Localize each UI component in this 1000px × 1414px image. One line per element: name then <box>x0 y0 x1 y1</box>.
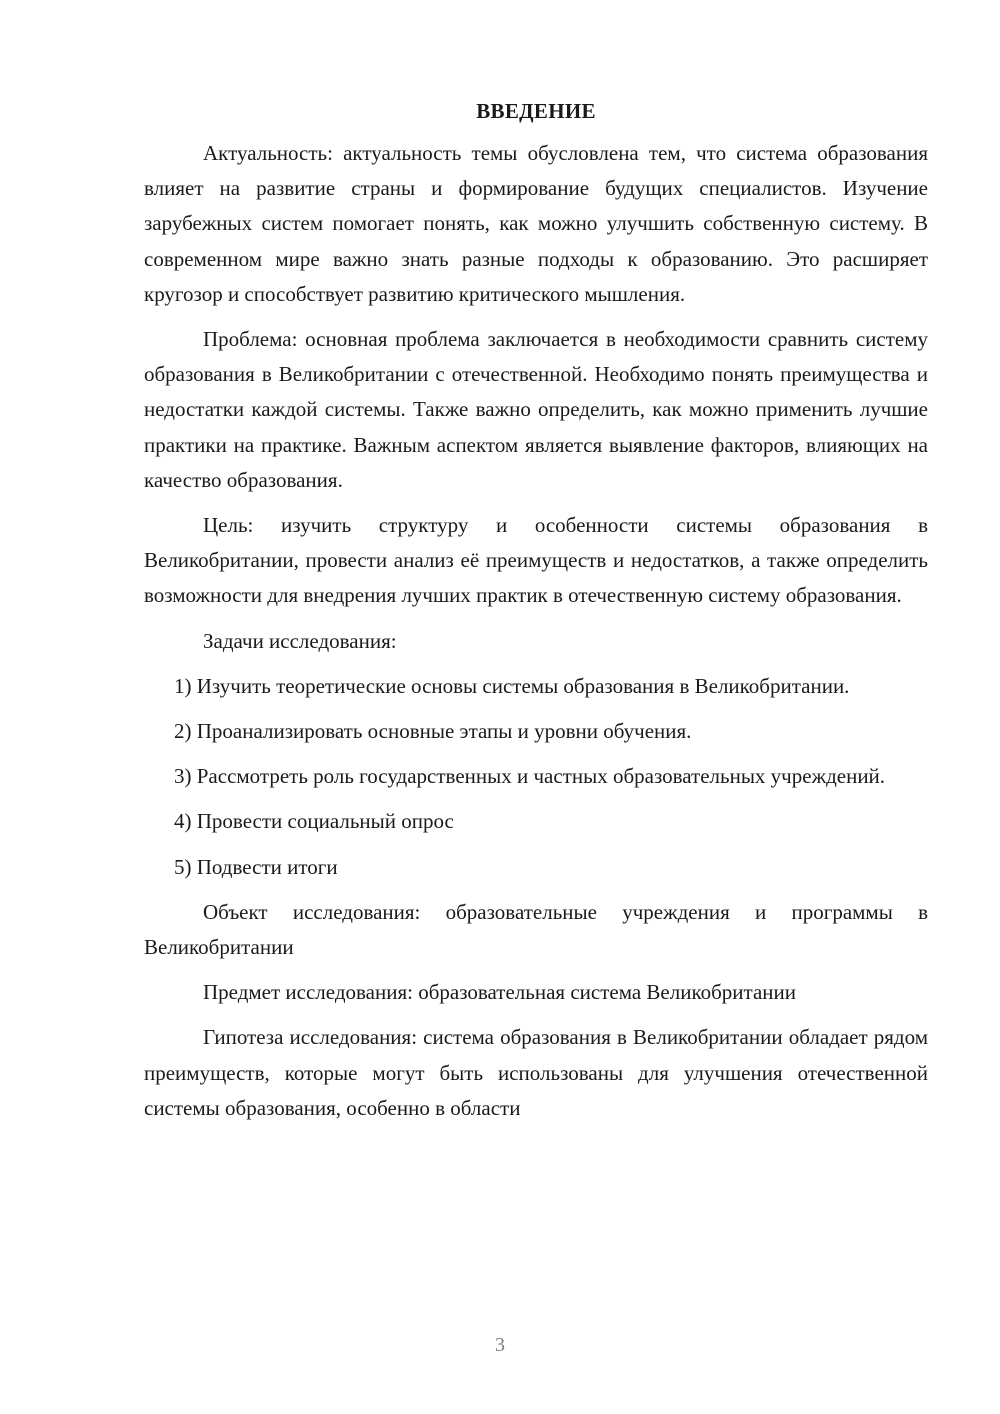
paragraph-hypothesis: Гипотеза исследования: система образования в Великобритании обладает рядом преимуществ, которые могут быть использованы для улучшения отечественной системы образования, особенно в области <box>144 1025 928 1120</box>
paragraph-tasks-title: Задачи исследования: <box>203 628 397 653</box>
task-item-1: 1) Изучить теоретические основы системы образования в Великобритании. <box>174 673 850 698</box>
task-item-3: 3) Рассмотреть роль государственных и частных образовательных учреждений. <box>174 764 886 789</box>
paragraph-subject: Предмет исследования: образовательная система Великобритании <box>203 980 796 1005</box>
task-item-4: 4) Провести социальный опрос <box>174 809 454 834</box>
page-number: 3 <box>495 1334 505 1356</box>
document-page <box>144 96 928 1136</box>
paragraph-object: Объект исследования: образовательные учреждения и программы в Великобритании <box>144 899 928 960</box>
paragraph-relevance: Актуальность: актуальность темы обусловлена тем, что система образования влияет на развитие страны и формирование будущих специалистов. Изучение зарубежных систем помогает понять, как можно улучшить собственную систему. В современном мире важно знать разные подходы к образованию. Это расширяет кругозор и способствует развитию критического мышления. <box>144 141 928 306</box>
page-heading: ВВЕДЕНИЕ <box>476 99 596 123</box>
task-item-5: 5) Подвести итоги <box>174 854 338 879</box>
task-item-2: 2) Проанализировать основные этапы и уровни обучения. <box>174 719 692 744</box>
paragraph-problem: Проблема: основная проблема заключается в необходимости сравнить систему образования в Великобритании с отечественной. Необходимо понять преимущества и недостатки каждой системы. Также важно определить, как можно применить лучшие практики на практике. Важным аспектом является выявление факторов, влияющих на качество образования. <box>144 327 928 492</box>
paragraph-goal: Цель: изучить структуру и особенности системы образования в Великобритании, провести анализ её преимуществ и недостатков, а также определить возможности для внедрения лучших практик в отечественную систему образования. <box>144 513 928 608</box>
